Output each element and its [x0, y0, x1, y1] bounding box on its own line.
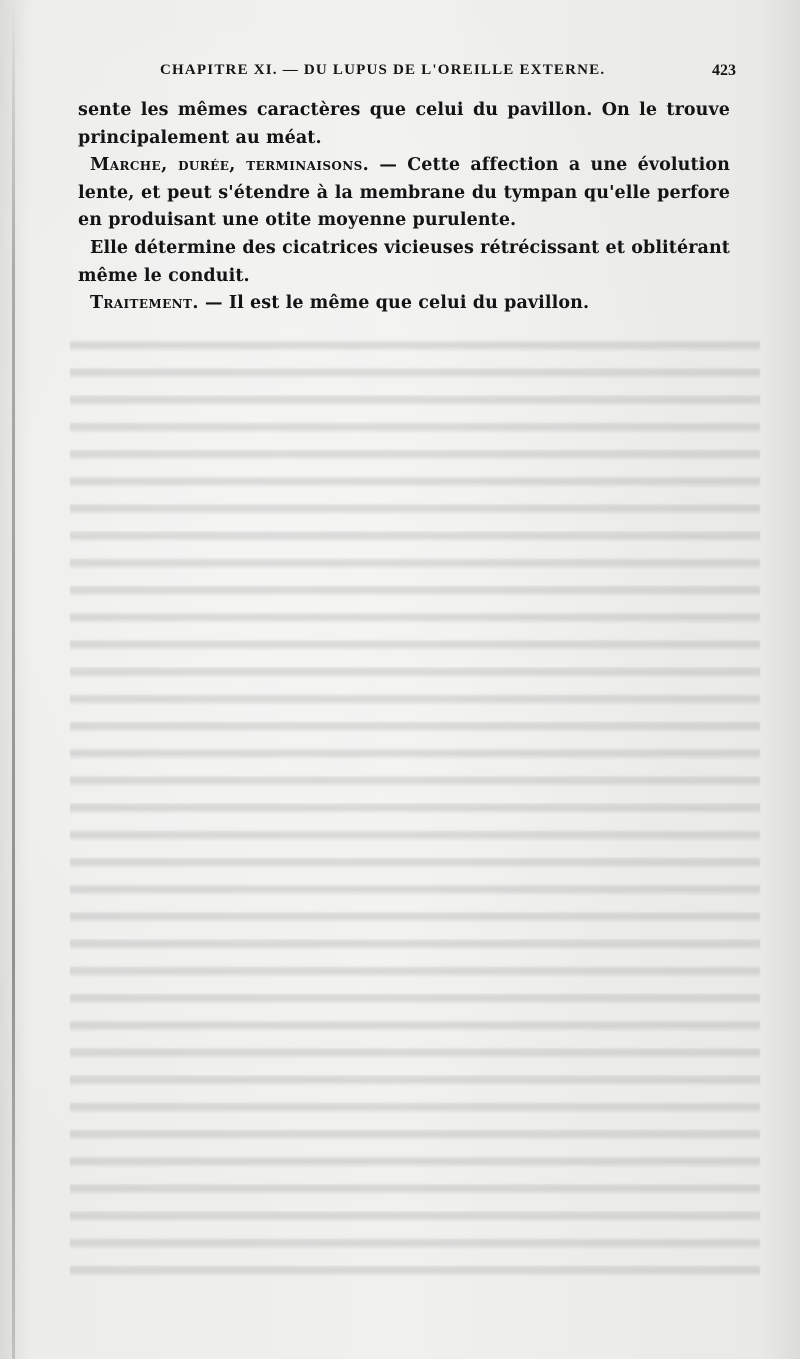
page-header — [160, 62, 740, 86]
paragraph-text: — Il est le même que celui du pavillon. — [198, 293, 590, 314]
paragraph-text: — Cette affection a une évolution lente, et peut s'étendre à la membrane du tympan qu'elle perfore en produisant une otite moyenne purulente. — [78, 155, 730, 231]
paragraph-traitement — [78, 290, 730, 318]
section-lead: Marche, durée, terminaisons. — [90, 155, 370, 176]
running-head: CHAPITRE XI. — DU LUPUS DE L'OREILLE EXTERNE. — [160, 62, 606, 78]
paragraph-cicatrices — [78, 235, 730, 290]
section-lead: Traitement. — [90, 293, 199, 314]
paragraph-text: sente les mêmes caractères que celui du pavillon. On le trouve principalement au méat. — [78, 100, 730, 148]
body-text — [78, 97, 730, 318]
show-through-text — [70, 330, 760, 1290]
paragraph-marche — [78, 152, 730, 235]
paragraph-text: Elle détermine des cicatrices vicieuses rétrécissant et oblitérant même le conduit. — [78, 237, 730, 286]
page-number: 423 — [712, 62, 736, 79]
paragraph-continuation — [78, 97, 730, 152]
book-spine-shadow — [12, 0, 15, 1359]
